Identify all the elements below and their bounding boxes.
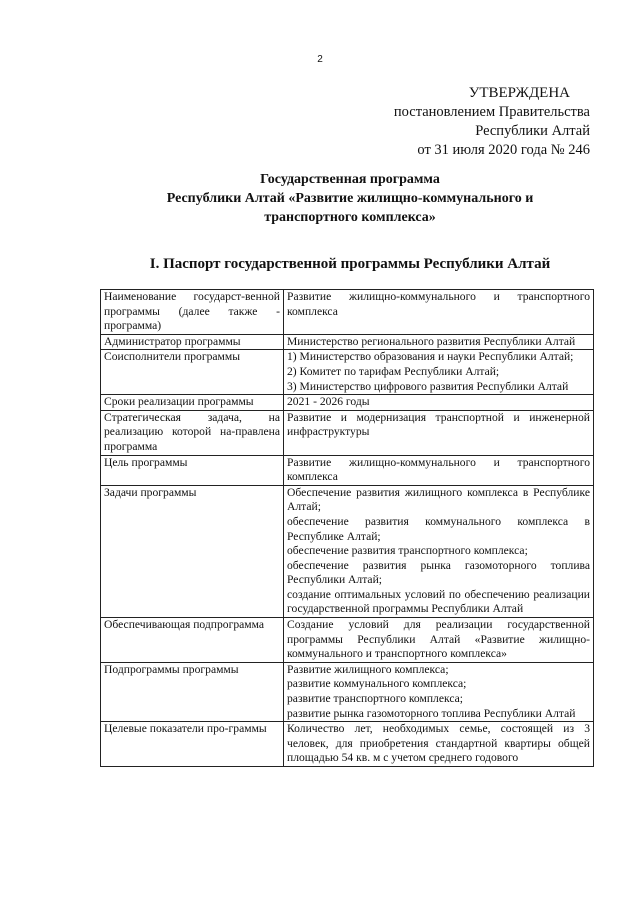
section-title: I. Паспорт государственной программы Республики Алтай [149,256,551,272]
approval-line: от 31 июля 2020 года № 246 [417,142,590,158]
row-label: Стратегическая задача, на реализацию которой на-правлена программа [101,410,284,455]
row-value-line: 1) Министерство образования и науки Республики Алтай; [287,350,574,364]
row-value [284,618,594,663]
passport-table-body [101,290,594,767]
row-value-line: Количество лет, необходимых семье, состоящей из 3 человек, для приобретения стандартной квартиры общей площадью 54 кв. м с учетом среднего годового [287,722,590,765]
row-value-line: развитие коммунального комплекса; [287,677,467,691]
row-value-line: 2021 - 2026 годы [287,395,370,409]
approval-line: постановлением Правительства [393,104,590,120]
page-number: 2 [317,54,323,65]
program-title [0,170,640,227]
row-value [284,350,594,395]
passport-table [100,289,594,767]
table-row [101,722,594,767]
row-value-line: развитие рынка газомоторного топлива Республики Алтай [287,706,576,720]
row-value [284,290,594,335]
row-value [284,662,594,721]
row-value-line: Развитие и модернизация транспортной и инженерной инфраструктуры [287,410,590,439]
row-value-line: обеспечение развития коммунального комплекса в Республике Алтай; [287,514,590,543]
approval-head: УТВЕРЖДЕНА [468,85,570,101]
row-value-line: развитие транспортного комплекса; [287,692,463,706]
row-value [284,410,594,455]
row-label: Подпрограммы программы [101,662,284,721]
row-value [284,485,594,617]
table-row [101,334,594,350]
program-title-line: Государственная программа [260,172,440,187]
row-label: Администратор программы [101,334,284,350]
row-label: Задачи программы [101,485,284,617]
row-value-line: Развитие жилищно-коммунального и транспортного комплекса [287,290,590,318]
row-value-line: Министерство регионального развития Республики Алтай [287,334,576,348]
row-value-line: обеспечение развития транспортного комплекса; [287,544,528,558]
row-value [284,395,594,411]
row-value-line: обеспечение развития рынка газомоторного топлива Республики Алтай; [287,558,590,587]
row-label: Сроки реализации программы [101,395,284,411]
program-title-line: транспортного комплекса» [264,210,436,225]
program-title-line: Республики Алтай «Развитие жилищно-коммунального и [166,191,534,206]
table-row [101,395,594,411]
row-label: Целевые показатели про-граммы [101,722,284,767]
table-row [101,618,594,663]
table-row [101,455,594,485]
table-row [101,662,594,721]
row-value-line: 2) Комитет по тарифам Республики Алтай; [287,364,500,378]
table-row [101,350,594,395]
table-row [101,485,594,617]
approval-line: Республики Алтай [475,123,590,139]
row-value-line: создание оптимальных условий по обеспечению реализации государственной программы Республики Алтай [287,587,590,616]
row-value-line: Развитие жилищного комплекса; [287,662,449,676]
row-value-line: Создание условий для реализации государственной программы Республики Алтай «Развитие жилищно-коммунального и транспортного комплекса» [287,618,590,661]
row-value-line: Обеспечение развития жилищного комплекса в Республике Алтай; [287,485,590,514]
row-value [284,334,594,350]
row-label: Наименование государст-венной программы (далее также - программа) [101,290,284,335]
row-value-line: 3) Министерство цифрового развития Республики Алтай [287,379,569,393]
row-label: Обеспечивающая подпрограмма [101,618,284,663]
table-row [101,290,594,335]
row-label: Цель программы [101,455,284,485]
row-value [284,722,594,767]
approval-stamp [360,84,590,160]
table-row [101,410,594,455]
row-value [284,455,594,485]
row-value-line: Развитие жилищно-коммунального и транспортного комплекса [287,455,590,484]
row-label: Соисполнители программы [101,350,284,395]
